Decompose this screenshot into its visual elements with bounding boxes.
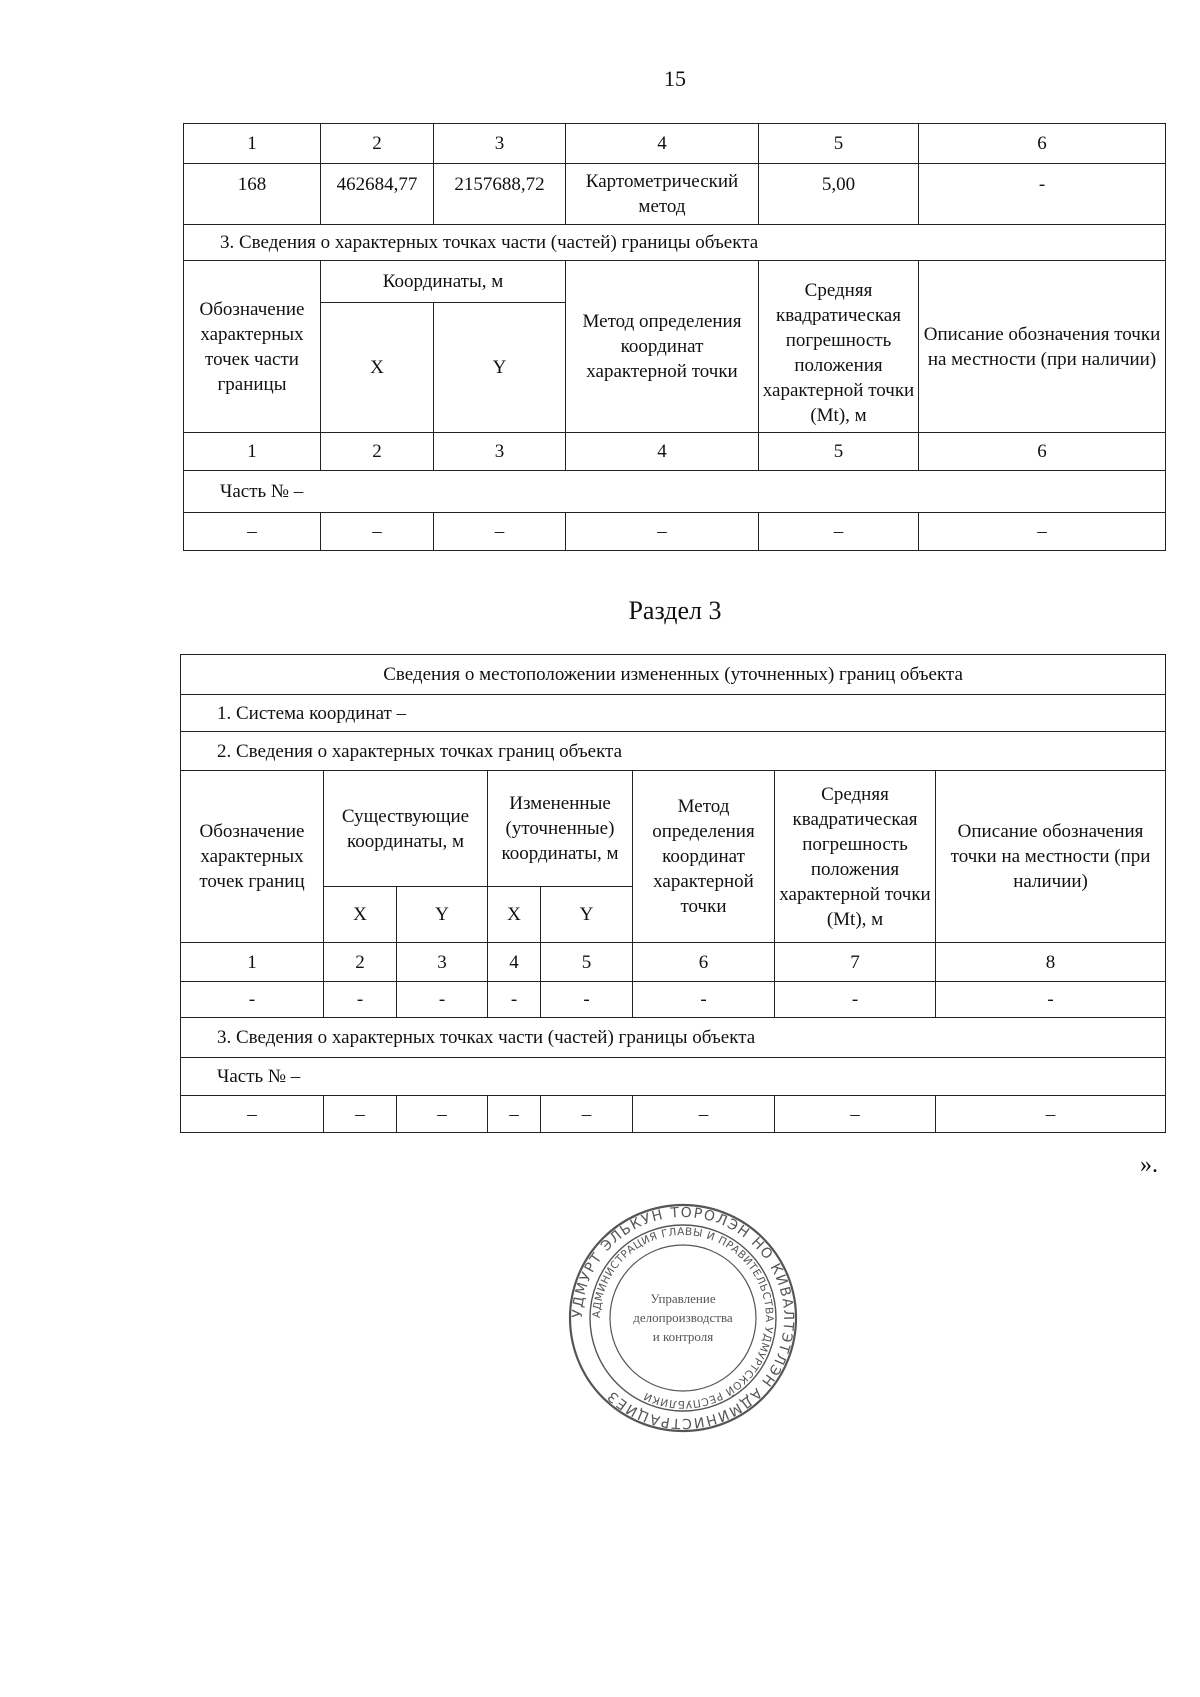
coordinate-system: 1. Система координат – xyxy=(181,695,1166,732)
col-number: 7 xyxy=(775,943,936,982)
empty-cell: - xyxy=(775,982,936,1018)
official-stamp xyxy=(568,1203,798,1433)
x-header: X xyxy=(324,887,397,943)
designation-header: Обозначение характерных точек границ xyxy=(181,771,324,943)
empty-cell: – xyxy=(919,513,1166,551)
empty-cell: – xyxy=(759,513,919,551)
header-number-row xyxy=(184,124,1166,164)
empty-cell: – xyxy=(633,1096,775,1133)
col-number: 2 xyxy=(321,124,434,164)
y-header: Y xyxy=(541,887,633,943)
existing-coordinates-header: Существующие координаты, м xyxy=(324,771,488,887)
col-number: 1 xyxy=(181,943,324,982)
boundary-points-table xyxy=(183,123,1166,551)
stamp-center-line: Управление xyxy=(650,1291,716,1306)
col-number: 6 xyxy=(919,124,1166,164)
point-number: 168 xyxy=(184,164,321,225)
empty-cell: – xyxy=(434,513,566,551)
empty-cell: – xyxy=(488,1096,541,1133)
table-row xyxy=(184,513,1166,551)
points-section-title: 2. Сведения о характерных точках границ объекта xyxy=(181,732,1166,771)
col-number: 1 xyxy=(184,124,321,164)
closing-quote: ». xyxy=(1140,1152,1158,1178)
method: Картометрический метод xyxy=(566,164,759,225)
column-number-row xyxy=(181,943,1166,982)
col-number: 5 xyxy=(759,433,919,471)
empty-cell: – xyxy=(324,1096,397,1133)
col-number: 5 xyxy=(541,943,633,982)
empty-cell: – xyxy=(397,1096,488,1133)
x-header: X xyxy=(321,303,434,433)
table-row xyxy=(181,1096,1166,1133)
col-number: 5 xyxy=(759,124,919,164)
parts-section-title: 3. Сведения о характерных точках части (частей) границы объекта xyxy=(184,225,1166,261)
empty-cell: - xyxy=(488,982,541,1018)
col-number: 6 xyxy=(919,433,1166,471)
empty-cell: – xyxy=(184,513,321,551)
coordinates-header: Координаты, м xyxy=(321,261,566,303)
empty-cell: - xyxy=(324,982,397,1018)
col-number: 4 xyxy=(566,433,759,471)
description-header: Описание обозначения точки на местности (при наличии) xyxy=(936,771,1166,943)
col-number: 6 xyxy=(633,943,775,982)
page-number: 15 xyxy=(664,66,686,91)
error-header: Средняя квадратическая погрешность положения характерной точки (Mt), м xyxy=(775,771,936,943)
table-row xyxy=(184,164,1166,225)
column-number-row xyxy=(184,433,1166,471)
parts-section-title: 3. Сведения о характерных точках части (частей) границы объекта xyxy=(181,1018,1166,1058)
empty-cell: - xyxy=(397,982,488,1018)
empty-cell: - xyxy=(541,982,633,1018)
part-label: Часть № – xyxy=(181,1058,1166,1096)
x-coordinate: 462684,77 xyxy=(321,164,434,225)
col-number: 3 xyxy=(397,943,488,982)
error-header: Средняя квадратическая погрешность положения характерной точки (Mt), м xyxy=(759,261,919,433)
point-description: - xyxy=(919,164,1166,225)
col-number: 8 xyxy=(936,943,1166,982)
col-number: 3 xyxy=(434,433,566,471)
description-header: Описание обозначения точки на местности (при наличии) xyxy=(919,261,1166,433)
empty-cell: – xyxy=(181,1096,324,1133)
method-header: Метод определения координат характерной точки xyxy=(566,261,759,433)
empty-cell: - xyxy=(936,982,1166,1018)
col-number: 1 xyxy=(184,433,321,471)
col-number: 4 xyxy=(566,124,759,164)
col-number: 2 xyxy=(321,433,434,471)
empty-cell: – xyxy=(936,1096,1166,1133)
empty-cell: - xyxy=(633,982,775,1018)
empty-cell: - xyxy=(181,982,324,1018)
empty-cell: – xyxy=(566,513,759,551)
stamp-inner-text: АДМИНИСТРАЦИЯ ГЛАВЫ И ПРАВИТЕЛЬСТВА УДМУРТСКОЙ РЕСПУБЛИКИ xyxy=(590,1225,776,1411)
part-label: Часть № – xyxy=(184,471,1166,513)
section-title: Раздел 3 xyxy=(628,596,722,625)
stamp-center-line: делопроизводства xyxy=(633,1310,733,1325)
col-number: 3 xyxy=(434,124,566,164)
stamp-outer-text: УДМУРТ ЭЛЬКУН ТОРОЛЭН НО КИВАЛТЭТЛЭН АДМИНИСТРАЦИЕЗ xyxy=(569,1204,797,1432)
y-coordinate: 2157688,72 xyxy=(434,164,566,225)
empty-cell: – xyxy=(321,513,434,551)
empty-cell: – xyxy=(775,1096,936,1133)
y-header: Y xyxy=(434,303,566,433)
changed-boundaries-table xyxy=(180,654,1166,1133)
method-header: Метод определения координат характерной точки xyxy=(633,771,775,943)
changed-coordinates-header: Измененные (уточненные) координаты, м xyxy=(488,771,633,887)
empty-cell: – xyxy=(541,1096,633,1133)
col-number: 2 xyxy=(324,943,397,982)
designation-header: Обозначение характерных точек части границы xyxy=(184,261,321,433)
mean-error: 5,00 xyxy=(759,164,919,225)
col-number: 4 xyxy=(488,943,541,982)
table-row xyxy=(181,982,1166,1018)
y-header: Y xyxy=(397,887,488,943)
stamp-center-line: и контроля xyxy=(652,1329,714,1344)
table-title: Сведения о местоположении измененных (уточненных) границ объекта xyxy=(181,655,1166,695)
x-header: X xyxy=(488,887,541,943)
